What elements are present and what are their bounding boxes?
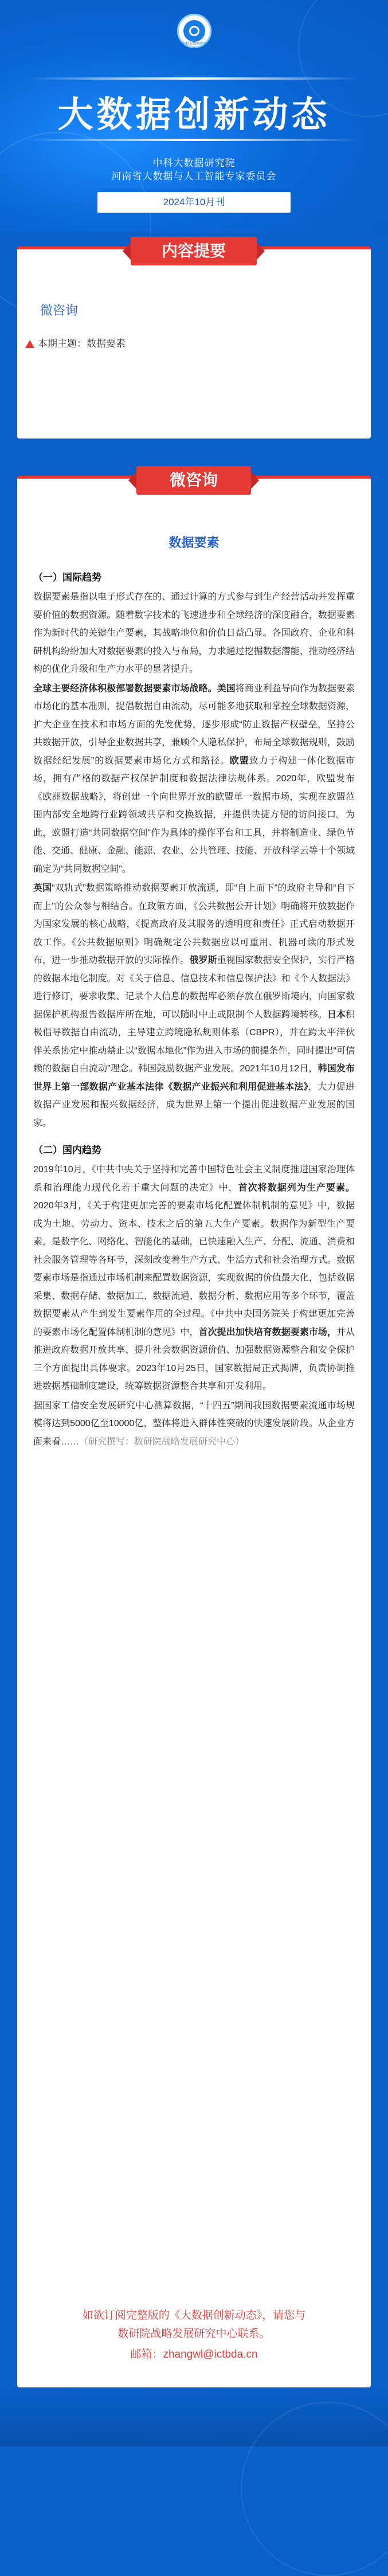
section-heading: （一）国际趋势 [33,572,101,583]
notice-line: 如欲订阅完整版的《大数据创新动态》，请您与 [82,2309,306,2321]
article-title: 数据要素 [168,535,220,550]
paragraph: 数据要素是指以电子形式存在的、通过计算的方式参与到生产经营活动并发挥重要价值的数据资源。随着数字技术的飞速进步和全球经济的深度融合，数据要素作为新时代的关键生产要素，其战略地位和价值日益凸显。各国政府、企业和科研机构纷纷加大对数据要素的投入与布局，力求通过挖掘数据潜能，推动经济结构的优化升级和生产力水平的显著提升。 [33,592,355,674]
section-heading: （二）国内趋势 [33,1145,101,1156]
decorative-ring [241,2402,388,2576]
institute-logo-icon [177,14,211,51]
article-body [33,567,355,1452]
paragraph: 全球主要经济体积极部署数据要素市场战略。美国将商业利益导向作为数据要素市场化的基本准则，提倡数据自由流动，尽可能多地获取和掌控全球数据资源，扩大企业在技术和市场方面的先发优势，逐步形成“防止数据产权壁垒，坚持公共数据开放，引导企业数据共享，兼顾个人隐私保护，布局全球数据规则，鼓励数据经纪发展”的数据要素市场化方式和路径。欧盟致力于构建一体化数据市场，拥有严格的数据产权保护制度和数据法律法规体系。2020年，欧盟发布《欧洲数据战略》，将创建一个向世界开放的欧盟单一数据市场，实现在欧盟范围内部安全地跨行业跨领域共享和交换数据，并提供快捷方便的访问接口。为此，欧盟打造“共同数据空间”作为具体的操作平台和工具，并将制造业、绿色节能、交通、健康、金融、能源、农业、公共管理、技能、开放科学云等十个领域确定为“共同数据空间”。 [33,683,355,874]
summary-ribbon: 内容提要 [131,237,257,265]
article-panel [17,471,371,2387]
org-line-2: 河南省大数据与人工智能专家委员会 [111,171,277,182]
notice-line: 数研院战略发展研究中心联系。 [117,2328,271,2340]
paragraph: 英国“双轨式”数据策略推动数据要素开放流通，即“自上而下”的政府主导和“自下而上”的公众参与相结合。在政策方面，《公共数据公开计划》明确将开放数据作为国家发展的核心战略，《提高政府及其服务的透明度和责任》正式启动数据开放工作。《公共数据原则》明确规定公共数据应以可重用、机器可读的形式发布，进一步推动数据开放的实际操作。俄罗斯重视国家数据安全保护，实行严格的数据本地化制度。对《关于信息、信息技术和信息保护法》和《个人数据法》进行修订，要求收集、记录个人信息的数据库必须存放在俄罗斯境内，向国家数据保护机构报告数据库所在地，可以随时中止或限制个人数据跨境转移。日本积极倡导数据自由流动，主导建立跨境隐私规则体系（CBPR），并在跨太平洋伙伴关系协定中推动禁止以“数据本地化”作为进入市场的前提条件，同时提出“可信赖的数据自由流动”理念。韩国鼓励数据产业发展。2021年10月12日，韩国发布世界上第一部数据产业基本法律《数据产业振兴和利用促进基本法》，大力促进数据产业发展和振兴数据经济，成为世界上第一个提出促进数据产业发展的国家。 [33,883,355,1128]
org-line-1: 中科大数据研究院 [152,158,236,169]
triangle-bullet-icon [25,340,34,348]
title-divider [29,139,359,141]
subscription-notice [17,2293,371,2367]
contact-email[interactable]: 邮箱：zhangwl@ictbda.cn [130,2348,258,2360]
logo-caption: 中科大数据研究院 [182,42,206,51]
paragraph: 2019年10月，《中共中央关于坚持和完善中国特色社会主义制度推进国家治理体系和治理能力现代化若干重大问题的决定》中，首次将数据列为生产要素。2020年3月，《关于构建更加完善的要素市场化配置体制机制的意见》中，数据成为土地、劳动力、资本、技术之后的第五大生产要素。数据作为新型生产要素，是数字化、网络化、智能化的基础，已快速融入生产、分配、流通、消费和社会服务管理等各环节，深刻改变着生产方式、生活方式和社会治理方式。数据要素市场是指通过市场机制来配置数据资源，实现数据的价值最大化，包括数据采集、数据存储、数据加工、数据流通、数据分析、数据应用等多个环节，覆盖数据要素从产生到发生要素作用的全过程。《中共中央国务院关于构建更加完善的要素市场化配置体制机制的意见》中，首次提出加快培育数据要素市场，并从推进政府数据开放共享、提升社会数据资源价值、加强数据资源整合和安全保护三个方面提出具体要求。2023年10月25日，国家数据局正式揭牌，负责协调推进数据基础制度建设，统筹数据资源整合共享和开发利用。 [33,1165,355,1391]
page-title: 大数据创新动态 [57,95,331,135]
summary-topic: 本期主题：数据要素 [38,338,126,349]
header-banner [0,0,388,232]
title-divider [29,77,359,80]
summary-section: 微咨询 [40,303,79,318]
issue-badge: 2024年10月刊 [97,192,291,213]
summary-panel [17,242,371,439]
source-note: （研究撰写：数研院战略发展研究中心） [79,1436,245,1447]
article-ribbon: 微咨询 [136,466,251,495]
paragraph: 据国家工信安全发展研究中心测算数据，“十四五”期间我国数据要素流通市场规模将达到5000亿至10000亿，整体将进入群体性突破的快速发展阶段。从企业方面来看……（研究撰写：数研院战略发展研究中心） [33,1400,355,1447]
footer-banner [0,2390,388,2446]
